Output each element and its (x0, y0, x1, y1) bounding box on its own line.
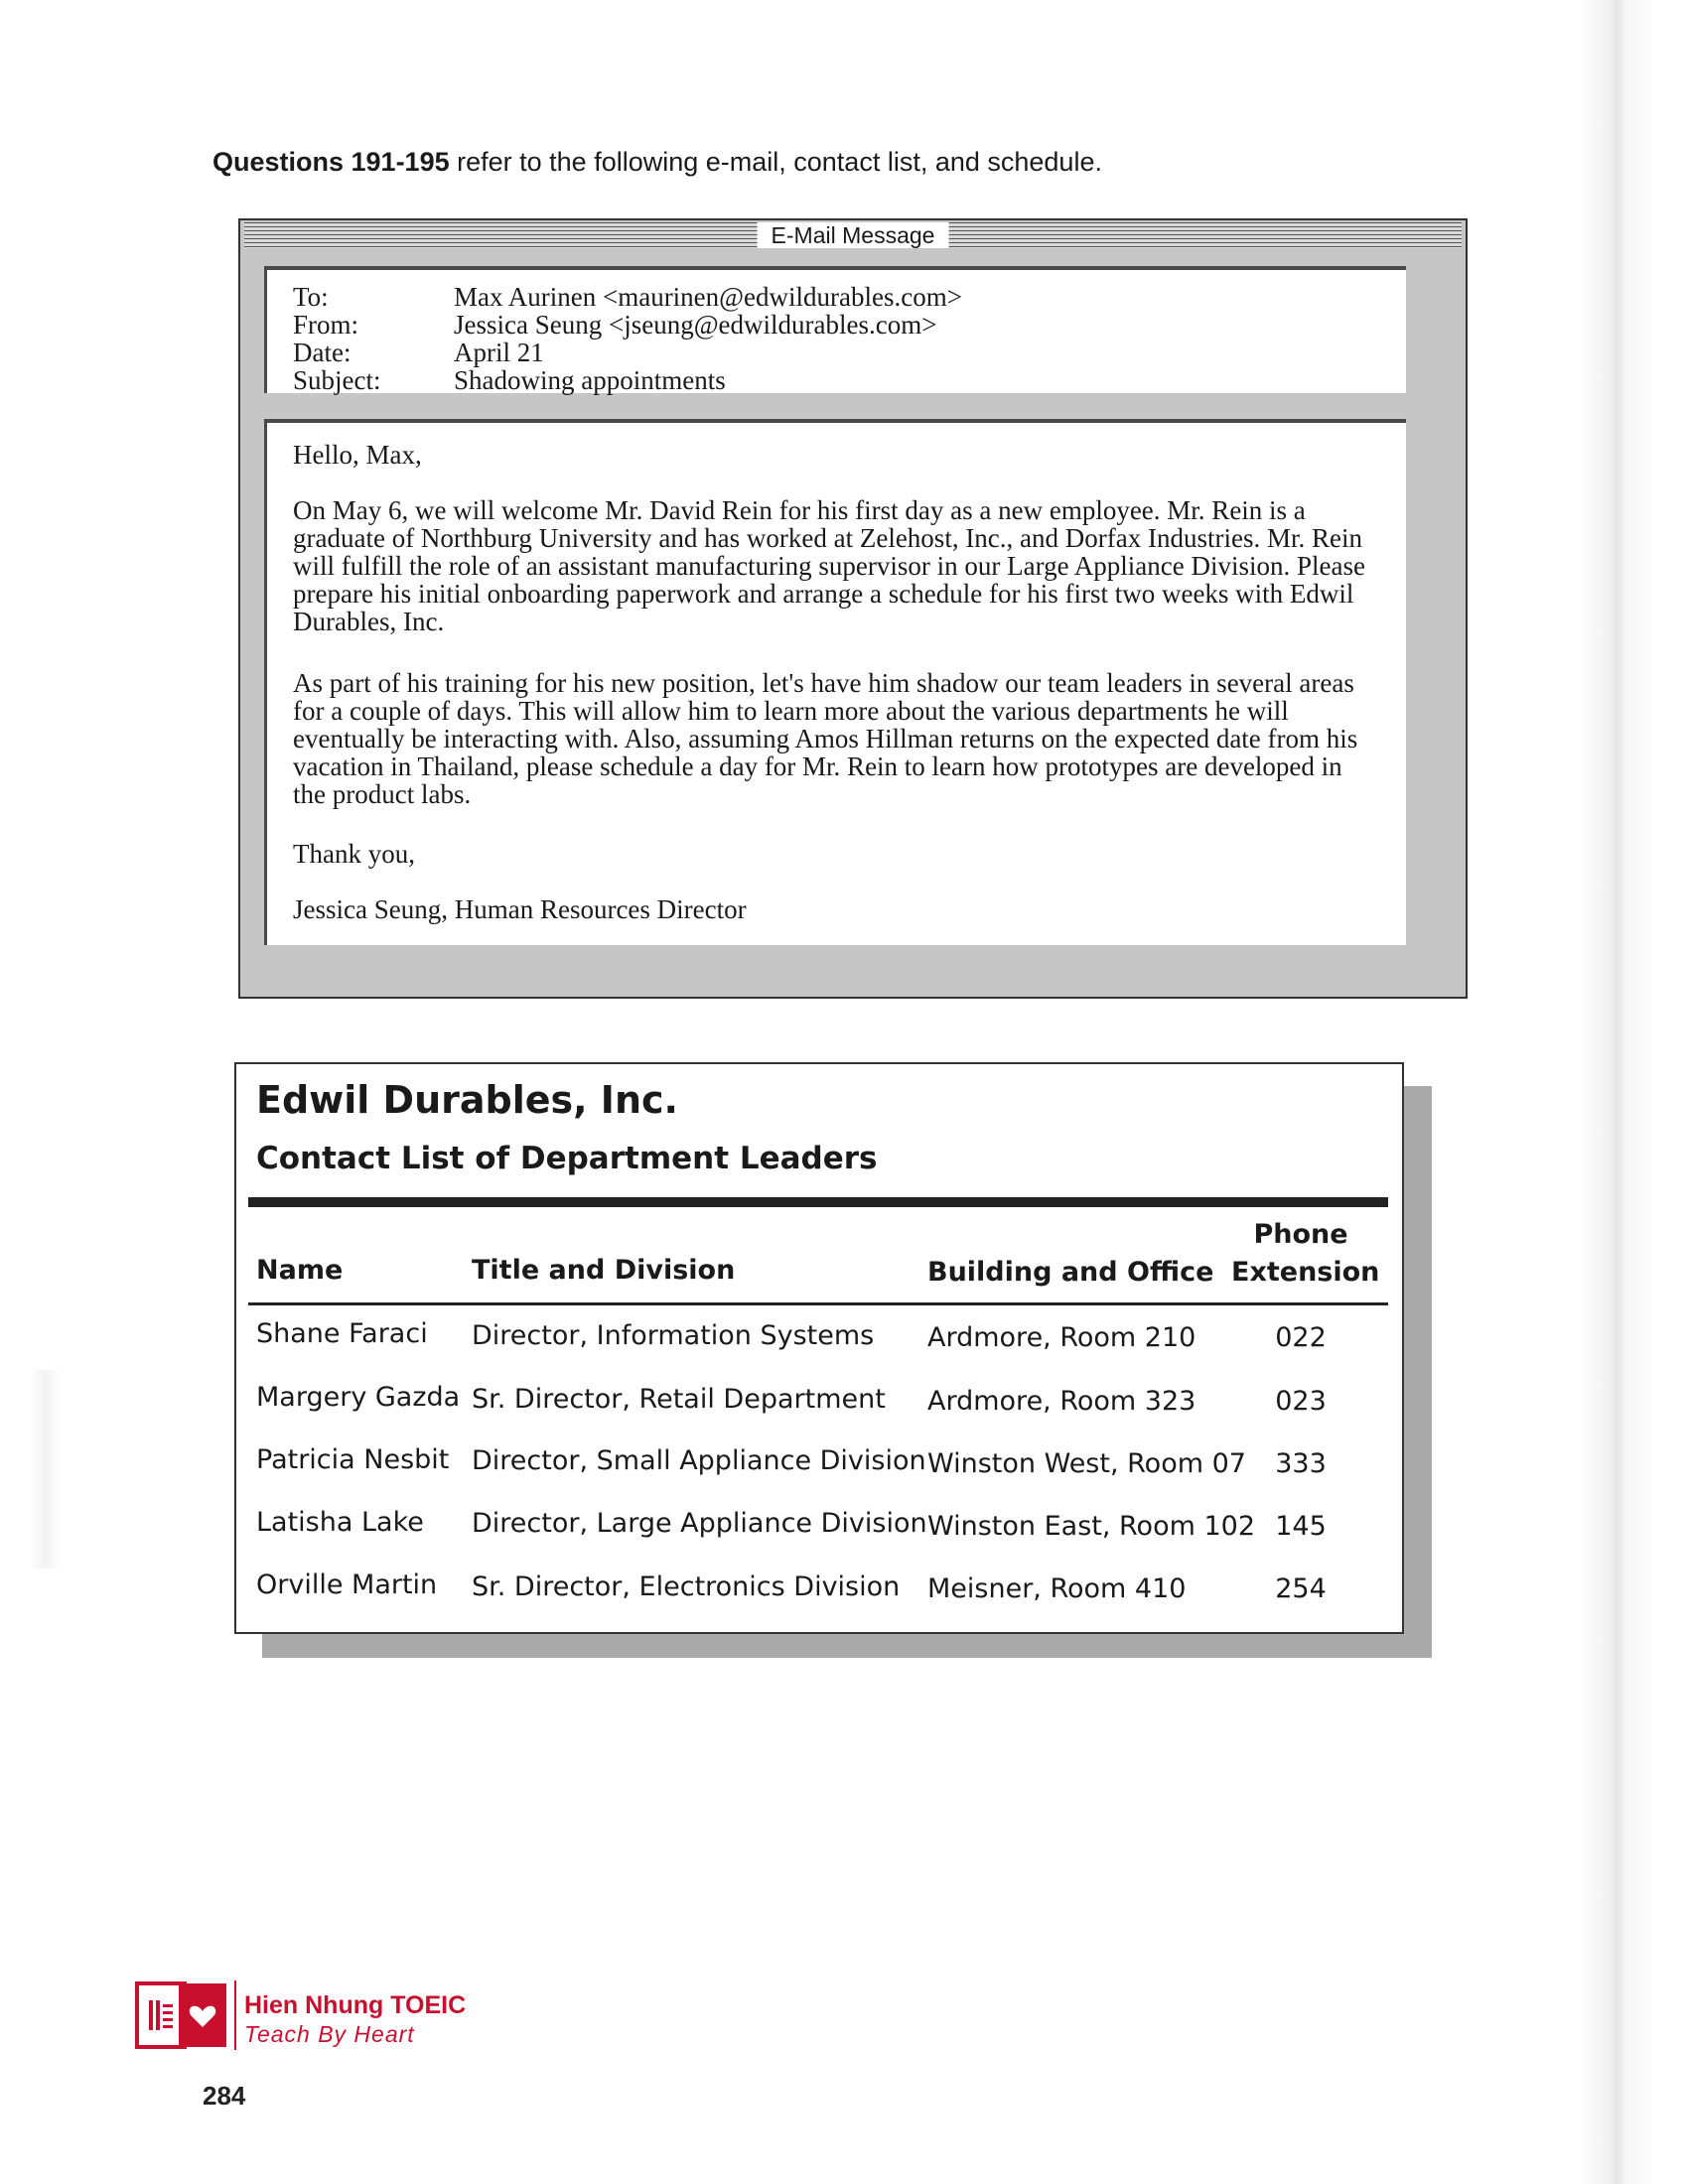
email-paragraph-1: On May 6, we will welcome Mr. David Rein for his first day as a new employee. Mr. Rein is a graduate of Northburg University and has worked at Zelehost, Inc., and Dorfax Industries. Mr. Rein will fulfill the role of an assistant manufacturing supervisor in our Large Appliance Division. Please prepare his initial onboarding paperwork and arrange a schedule for his first two weeks with Edwil Durables, Inc. (293, 495, 1365, 636)
email-date-row (293, 338, 544, 368)
email-from-label: From: (293, 310, 359, 340)
column-header-building-office: Building and Office (927, 1257, 1214, 1288)
email-window-title: E-Mail Message (758, 222, 949, 248)
contact-name: Latisha Lake (256, 1507, 424, 1538)
contact-name: Margery Gazda (256, 1382, 461, 1413)
contact-title: Sr. Director, Electronics Division (472, 1571, 901, 1602)
logo-divider (234, 1980, 236, 2050)
contact-title: Director, Information Systems (472, 1320, 875, 1351)
contact-office: Winston East, Room 102 (927, 1511, 1256, 1542)
email-to-value: Max Aurinen <maurinen@edwildurables.com> (454, 282, 962, 312)
scan-shadow (30, 1370, 60, 1569)
contact-list (234, 1062, 1404, 1634)
email-subject-value: Shadowing appointments (454, 365, 726, 395)
email-window (238, 218, 1468, 999)
contact-list-title: Contact List of Department Leaders (256, 1141, 878, 1176)
questions-intro-text: refer to the following e-mail, contact list, and schedule. (449, 147, 1102, 177)
contact-extension: 023 (1275, 1386, 1327, 1417)
contact-extension: 333 (1275, 1448, 1327, 1479)
logo-name: Hien Nhung TOEIC (244, 1991, 467, 2019)
email-subject-row (293, 365, 726, 396)
email-date-label: Date: (293, 338, 352, 367)
contact-name: Patricia Nesbit (256, 1444, 450, 1475)
questions-intro (212, 147, 1102, 178)
contact-office: Ardmore, Room 323 (927, 1386, 1196, 1417)
column-header-phone: Phone (1253, 1219, 1348, 1250)
page-edge-shadow (1579, 0, 1658, 2184)
email-greeting: Hello, Max, (293, 440, 422, 470)
email-paragraph-2: As part of his training for his new position, let's have him shadow our team leaders in several areas for a couple of days. This will allow him to learn more about the various departments he will eventually be interacting with. Also, assuming Amos Hillman returns on the expected date from his vacation in Thailand, please schedule a day for Mr. Rein to learn how prototypes are developed in the product labs. (293, 668, 1358, 809)
email-subject-label: Subject: (293, 365, 381, 395)
contact-name: Shane Faraci (256, 1318, 428, 1349)
book-heart-icon (135, 1980, 228, 2052)
contact-office: Meisner, Room 410 (927, 1573, 1187, 1604)
email-header (264, 266, 1406, 393)
column-header-title-division: Title and Division (472, 1255, 736, 1286)
contact-title: Director, Large Appliance Division (472, 1508, 927, 1539)
contact-office: Ardmore, Room 210 (927, 1322, 1196, 1353)
logo-tagline: Teach By Heart (244, 2021, 415, 2047)
contact-name: Orville Martin (256, 1570, 438, 1600)
email-date-value: April 21 (454, 338, 544, 367)
contact-title: Director, Small Appliance Division (472, 1445, 926, 1476)
contact-extension: 145 (1275, 1511, 1327, 1542)
page-number: 284 (203, 2081, 246, 2111)
questions-range: Questions 191-195 (212, 147, 450, 177)
contact-extension: 022 (1275, 1322, 1327, 1353)
email-to-row (293, 282, 962, 313)
contact-title: Sr. Director, Retail Department (472, 1384, 886, 1415)
email-body (264, 419, 1406, 945)
contact-extension: 254 (1275, 1573, 1327, 1604)
contact-office: Winston West, Room 07 (927, 1448, 1246, 1479)
title-divider (248, 1197, 1388, 1207)
header-divider (248, 1302, 1388, 1305)
email-to-label: To: (293, 282, 329, 312)
email-titlebar (244, 222, 1462, 248)
email-from-row (293, 310, 936, 341)
column-header-extension: Extension (1231, 1257, 1380, 1288)
email-closing: Thank you, (293, 839, 415, 869)
email-from-value: Jessica Seung <jseung@edwildurables.com> (454, 310, 937, 340)
column-header-name: Name (256, 1255, 344, 1286)
email-signature: Jessica Seung, Human Resources Director (293, 894, 747, 924)
company-name: Edwil Durables, Inc. (256, 1078, 678, 1122)
